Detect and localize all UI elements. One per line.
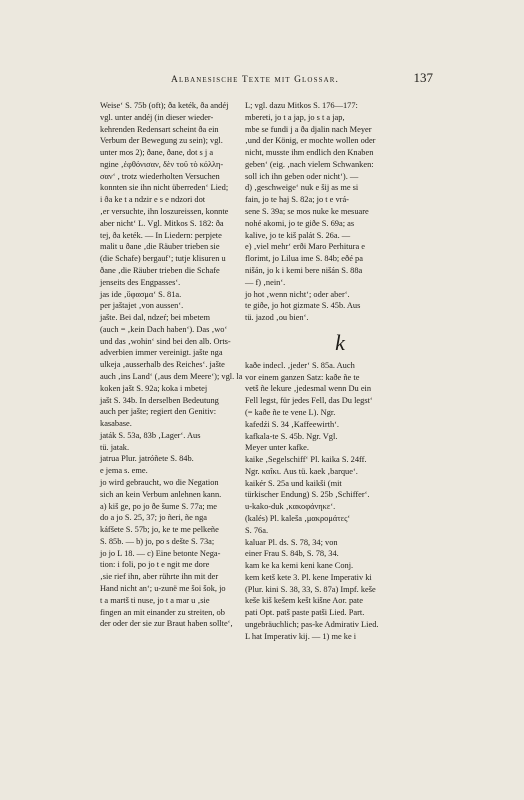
text-line: kehrenden Redensart scheint ða ein <box>100 124 219 134</box>
text-line: vgl. unter andéj (in dieser wieder- <box>100 112 214 122</box>
text-line: Ngr. καΐκι. Aus tü. kaek ‚barque‘. <box>245 466 358 476</box>
glossary-entry: jaták S. 53a, 83b ‚Lager‘. Aus <box>100 430 201 440</box>
glossary-entry: jo wird gebraucht, wo die Negation <box>100 478 219 487</box>
text-line: d) ‚geschweige‘ nuk e šij as me si <box>245 183 359 193</box>
text-line: L hat Imperativ kij. — 1) me ke i <box>245 631 357 641</box>
glossary-entry: kaluar Pl. ds. S. 78, 34; von <box>245 537 338 547</box>
text-line: ulkeja ‚ausserhalb des Reiches‘. jašte <box>100 360 225 370</box>
glossary-entry: jas ide ‚ὕφασμα‘ S. 81a. <box>100 289 182 299</box>
text-line: der oder der sie zur Braut haben sollte‘, <box>100 619 233 629</box>
text-line: do a jo S. 25, 37; jo ñeri, ñe nga <box>100 513 207 523</box>
text-line: ungebräuchlich; pas-ke Admirativ Lied. <box>245 620 379 630</box>
text-line: Verbum der Bewegung zu sein); vgl. <box>100 136 223 146</box>
text-line: (die Schafe) bergauf‘; tutje klisuren u <box>100 254 226 264</box>
text-line: Fell legst, für jedes Fell, das Du legst‘ <box>245 396 373 406</box>
text-line: ngine ‚ἐφθόνισαν, δὲν τοῦ τὸ κόλλη- <box>100 159 224 169</box>
running-title: Albanesische Texte mit Glossar. <box>171 75 339 85</box>
text-line: mbereti, jo t a jap, jo s t a jap, <box>245 112 345 122</box>
text-line: kasabase. <box>100 419 132 429</box>
text-line: ‚er versuchte, ihn loszureissen, konnte <box>100 207 229 217</box>
text-line: tej, ða keték. — In Liedern: perpjete <box>100 230 222 240</box>
text-line: ðane ‚die Räuber trieben die Schafe <box>100 265 220 275</box>
text-line: kalive, jo te kiš palát S. 26a. — <box>245 230 351 240</box>
text-line: türkischer Endung) S. 25b ‚Schiffer‘. <box>245 490 370 500</box>
glossary-entry: kafkala-te S. 45b. Ngr. Vgl. <box>245 431 338 441</box>
text-line: aber nicht‘ L. Vgl. Mitkos S. 182: ða <box>100 218 224 228</box>
text-line: vetš ñe lekure ‚jedesmal wenn Du ein <box>245 384 372 394</box>
text-line: pati Opt. patš paste patši Lied. Part. <box>245 608 365 618</box>
text-line: geben‘ (eig. ‚nach vielem Schwanken: <box>245 159 374 169</box>
text-line: jenseits des Engpasses‘. <box>100 277 181 287</box>
text-line: (auch = ‚kein Dach haben‘). Das ‚wo‘ <box>100 324 228 334</box>
page-number: 137 <box>413 70 433 85</box>
text-line: und das ‚wohin‘ sind bei den alb. Orts- <box>100 336 231 346</box>
text-line: nicht, musste ihm endlich den Knaben <box>245 148 374 158</box>
right-column <box>245 100 435 643</box>
text-line: Meyer unter kafke. <box>245 443 309 453</box>
text-line: kem ketš kete 3. Pl. kene Imperativ ki <box>245 572 372 582</box>
text-line: jašt S. 34b. In derselben Bedeutung <box>100 395 219 405</box>
glossary-entry: jo hot ‚wenn nicht‘; oder aber‘. <box>245 289 350 299</box>
text-line: (Plur. kini S. 38, 33, S. 87a) Impf. keše <box>245 584 376 594</box>
text-line: Hand nicht an‘; u-zunë me šoi šok, jo <box>100 584 226 594</box>
text-line: (= kaðe ñe te vene L). Ngr. <box>245 407 336 417</box>
text-line: konnten sie ihn nicht überreden‘ Lied; <box>100 183 229 193</box>
text-line: fain, jo te haj S. 82a; jo t e vrá- <box>245 195 349 205</box>
text-line: Weise‘ S. 75b (oft); ða keték, ða andéj <box>100 101 229 110</box>
text-line: keše kiš kešem kešt kišne Aor. pate <box>245 596 363 606</box>
text-line: jo jo L 18. — c) Eine betonte Nega- <box>100 548 221 558</box>
text-line: malit u ðane ‚die Räuber trieben sie <box>100 242 220 252</box>
glossary-entry: kaikér S. 25a und kaikši (mit <box>245 478 342 488</box>
glossary-entry: kaike ‚Segelschiff‘ Pl. kaika S. 24ff. <box>245 455 367 465</box>
glossary-entry: (kalés) Pl. kaleša ‚μακρομάτες‘ <box>245 514 351 523</box>
text-line: nohé akomi, jo te giðe S. 69a; as <box>245 218 355 228</box>
glossary-entry: u-kako-duk ‚κακοφάνηκε‘. <box>245 502 336 512</box>
text-line: káfšete S. 57b; jo, ke te me pelkeñe <box>100 525 219 535</box>
text-line: σαν‘ , trotz wiederholten Versuchen <box>100 171 220 181</box>
text-line: ‚und der König, er mochte wollen oder <box>245 136 376 146</box>
text-line: tü. jazod ‚ou bien‘. <box>245 313 309 323</box>
text-line: auch ‚ins Land‘ (‚aus dem Meere‘); vgl. la <box>100 371 243 381</box>
glossary-entry: kaðe indecl. ‚jeder‘ S. 85a. Auch <box>245 360 355 370</box>
text-line: S. 76a. <box>245 525 269 535</box>
text-line: — f) ‚nein‘. <box>245 277 286 287</box>
text-line: unter mos 2); ðane, ðane, dot s j a <box>100 148 214 158</box>
glossary-entry: kafedźi S. 34 ‚Kaffeewirth‘. <box>245 419 340 429</box>
text-line: mbe se fundi j a ða djalin nach Meyer <box>245 124 372 134</box>
text-line: florimt, jo Lilua ime S. 84b; eðé pa <box>245 254 363 264</box>
text-line: i ða ke t a ndzir e s e ndzori dot <box>100 195 206 205</box>
text-line: te giðe, jo hot gizmate S. 45b. Aus <box>245 301 361 311</box>
text-line: nišán, jo k i kemi bere nišán S. 88a <box>245 265 363 275</box>
glossary-entry: kam ke ka kemi keni kane Conj. <box>245 561 354 571</box>
text-line: adverbien immer vereinigt. jašte nga <box>100 348 223 358</box>
text-line: t a martš ti nuse, jo t a mar u ‚sie <box>100 595 210 605</box>
section-letter: k <box>335 329 345 355</box>
glossary-entry: jašte. Bei dal, ndzeŕ; bei mbetem <box>100 313 210 323</box>
text-line: koken jašt S. 92a; koka i mbetej <box>100 383 208 393</box>
text-line: sich an kein Verbum anlehnen kann. <box>100 489 222 499</box>
text-line: auch per jašte; regiert den Genitiv: <box>100 407 217 417</box>
text-line: e) ‚viel mehr‘ erði Maro Perhitura e <box>245 242 365 252</box>
glossary-entry: per jaštajet ‚von aussen‘. <box>100 301 184 311</box>
text-line: a) kiš ge, po jo ðe šume S. 77a; me <box>100 501 217 511</box>
text-line: L; vgl. dazu Mitkos S. 176—177: <box>245 101 358 110</box>
text-line: S. 85b. — b) jo, po s dešte S. 73a; <box>100 536 215 546</box>
text-line: ‚sie rief ihn, aber rührte ihn mit der <box>100 572 219 582</box>
text-line: soll ich ihn geben oder nicht‘). — <box>245 171 359 181</box>
glossary-entry: e jema s. eme. <box>100 466 148 476</box>
text-line: fingen an mit einander zu streiten, ob <box>100 607 225 617</box>
text-line: tion: i foli, po jo t e ngit me dore <box>100 560 210 570</box>
text-line: tü. jatak. <box>100 442 130 452</box>
text-line: sene S. 39a; se mos nuke ke mesuare <box>245 207 369 217</box>
text-line: vor einem ganzen Satz: kaðe ñe te <box>245 372 360 382</box>
glossary-entry: jatrua Plur. jatróñete S. 84b. <box>100 454 194 464</box>
text-line: einer Frau S. 84b, S. 78, 34. <box>245 549 339 559</box>
